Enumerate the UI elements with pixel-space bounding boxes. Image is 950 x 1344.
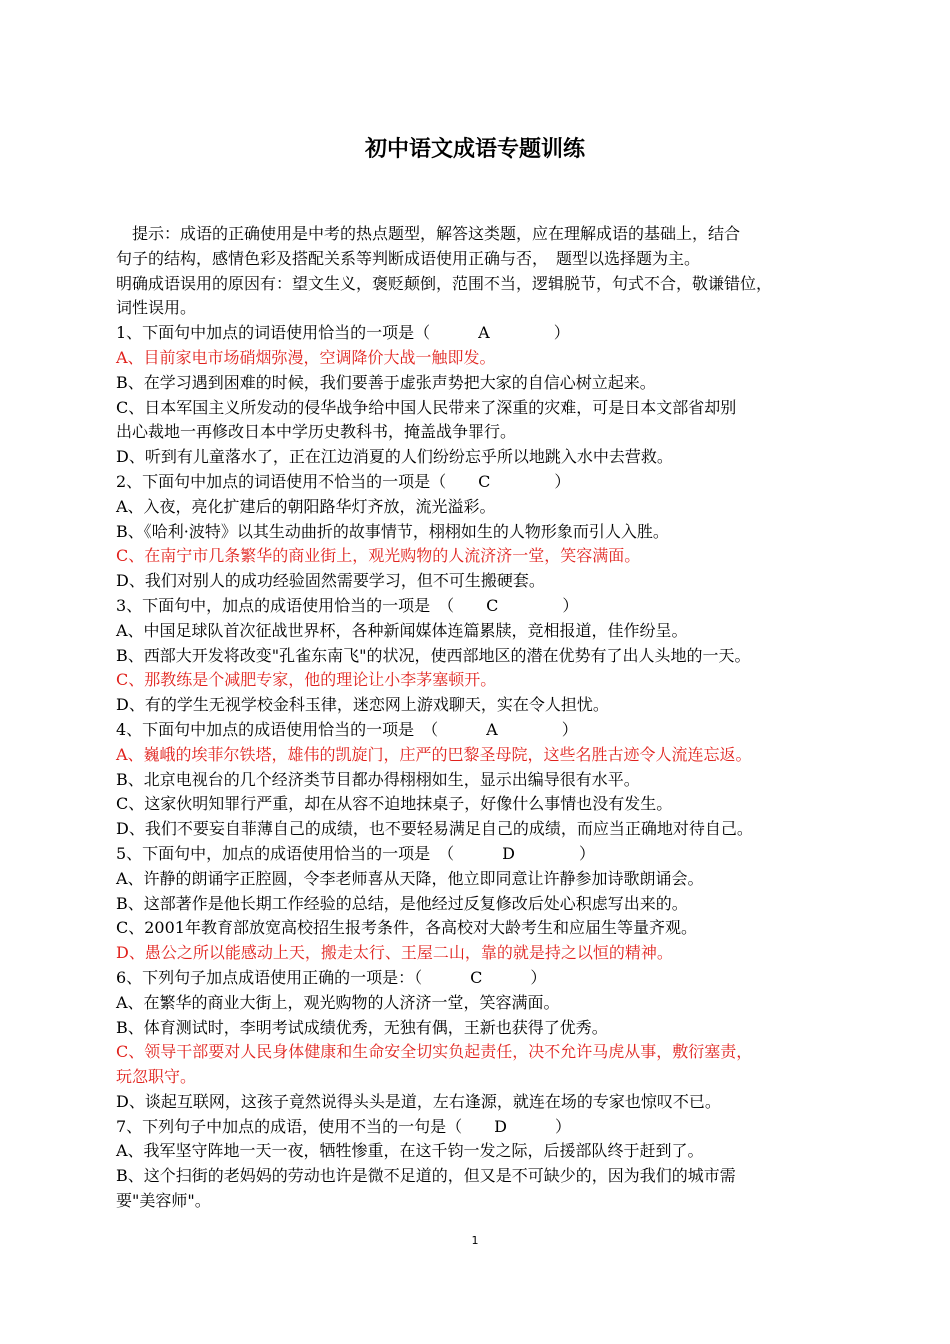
intro-line: 提示：成语的正确使用是中考的热点题型，解答这类题，应在理解成语的基础上，结合	[116, 224, 741, 243]
question-line: D、愚公之所以能感动上天，搬走太行、王屋二山，靠的就是持之以恒的精神。	[116, 943, 673, 963]
question-line: A、巍峨的埃菲尔铁塔，雄伟的凯旋门，庄严的巴黎圣母院，这些名胜古迹令人流连忘返。	[116, 744, 752, 764]
question-list	[116, 321, 846, 1214]
question-line: 4、下面句中加点的成语使用恰当的一项是 （ A ）	[116, 719, 578, 739]
question-line: 5、下面句中，加点的成语使用恰当的一项是 （ D ）	[116, 843, 596, 863]
page-number: 1	[471, 1234, 479, 1247]
question-line: B、在学习遇到困难的时候，我们要善于虚张声势把大家的自信心树立起来。	[116, 372, 656, 392]
question-line: 2、下面句中加点的词语使用不恰当的一项是（ C ）	[116, 471, 571, 491]
question-line: A、在繁华的商业大街上，观光购物的人济济一堂，笑容满面。	[116, 992, 560, 1012]
question-line: 要"美容师"。	[116, 1191, 211, 1211]
question-line: A、我军坚守阵地一天一夜，牺牲惨重，在这千钧一发之际，后援部队终于赶到了。	[116, 1141, 704, 1161]
question-line: 出心裁地一再修改日本中学历史教科书，掩盖战争罪行。	[116, 422, 517, 442]
question-line: C、日本军国主义所发动的侵华战争给中国人民带来了深重的灾难，可是日本文部省却别	[116, 397, 737, 417]
question-line: A、目前家电市场硝烟弥漫，空调降价大战一触即发。	[116, 347, 496, 367]
question-line: A、中国足球队首次征战世界杯，各种新闻媒体连篇累牍，竞相报道，佳作纷呈。	[116, 620, 688, 640]
question-line: C、在南宁市几条繁华的商业街上，观光购物的人流济济一堂，笑容满面。	[116, 546, 641, 566]
question-line: B、这部著作是他长期工作经验的总结，是他经过反复修改后处心积虑写出来的。	[116, 893, 688, 913]
question-line: B、体育测试时，李明考试成绩优秀，无独有偶，王新也获得了优秀。	[116, 1017, 608, 1037]
page-title: 初中语文成语专题训练	[364, 137, 585, 162]
question-line: D、我们不要妄自菲薄自己的成绩，也不要轻易满足自己的成绩，而应当正确地对待自己。	[116, 819, 753, 839]
question-line: D、谈起互联网，这孩子竟然说得头头是道，左右逢源，就连在场的专家也惊叹不已。	[116, 1091, 721, 1111]
question-line: 3、下面句中，加点的成语使用恰当的一项是 （ C ）	[116, 595, 579, 615]
question-line: D、我们对别人的成功经验固然需要学习，但不可生搬硬套。	[116, 571, 545, 591]
question-line: C、那教练是个减肥专家，他的理论让小李茅塞顿开。	[116, 670, 497, 690]
question-line: A、入夜，亮化扩建后的朝阳路华灯齐放，流光溢彩。	[116, 496, 496, 516]
question-line: B、北京电视台的几个经济类节目都办得栩栩如生，显示出编导很有水平。	[116, 769, 640, 789]
question-line: 6、下列句子加点成语使用正确的一项是：（ C ）	[116, 967, 547, 987]
document-body	[116, 222, 846, 1214]
intro-line: 句子的结构，感情色彩及搭配关系等判断成语使用正确与否， 题型以选择题为主。	[116, 248, 701, 268]
question-line: B、西部大开发将改变"孔雀东南飞"的状况，使西部地区的潜在优势有了出人头地的一天。	[116, 645, 751, 665]
intro-line: 明确成语误用的原因有：望文生义，褒贬颠倒，范围不当，逻辑脱节，句式不合，敬谦错位，	[116, 273, 773, 293]
question-line: A、许静的朗诵字正腔圆，令李老师喜从天降，他立即同意让许静参加诗歌朗诵会。	[116, 868, 704, 888]
question-line: 玩忽职守。	[116, 1067, 197, 1087]
question-line: C、2001年教育部放宽高校招生报考条件，各高校对大龄考生和应届生等量齐观。	[116, 918, 697, 938]
question-line: C、这家伙明知罪行严重，却在从容不迫地抹桌子，好像什么事情也没有发生。	[116, 794, 673, 814]
question-line: B、这个扫街的老妈妈的劳动也许是微不足道的，但又是不可缺少的，因为我们的城市需	[116, 1166, 736, 1186]
question-line: 1、下面句中加点的词语使用恰当的一项是（ A ）	[116, 323, 570, 343]
question-line: D、听到有儿童落水了，正在江边消夏的人们纷纷忘乎所以地跳入水中去营救。	[116, 447, 673, 467]
question-line: 7、下列句子中加点的成语，使用不当的一句是（ D ）	[116, 1116, 572, 1136]
intro-line: 词性误用。	[116, 298, 197, 318]
question-line: D、有的学生无视学校金科玉律，迷恋网上游戏聊天，实在令人担忧。	[116, 695, 609, 715]
question-line: C、领导干部要对人民身体健康和生命安全切实负起责任，决不允许马虎从事，敷衍塞责，	[116, 1042, 753, 1062]
question-line: B、《哈利·波特》以其生动曲折的故事情节，栩栩如生的人物形象而引人入胜。	[116, 521, 669, 541]
